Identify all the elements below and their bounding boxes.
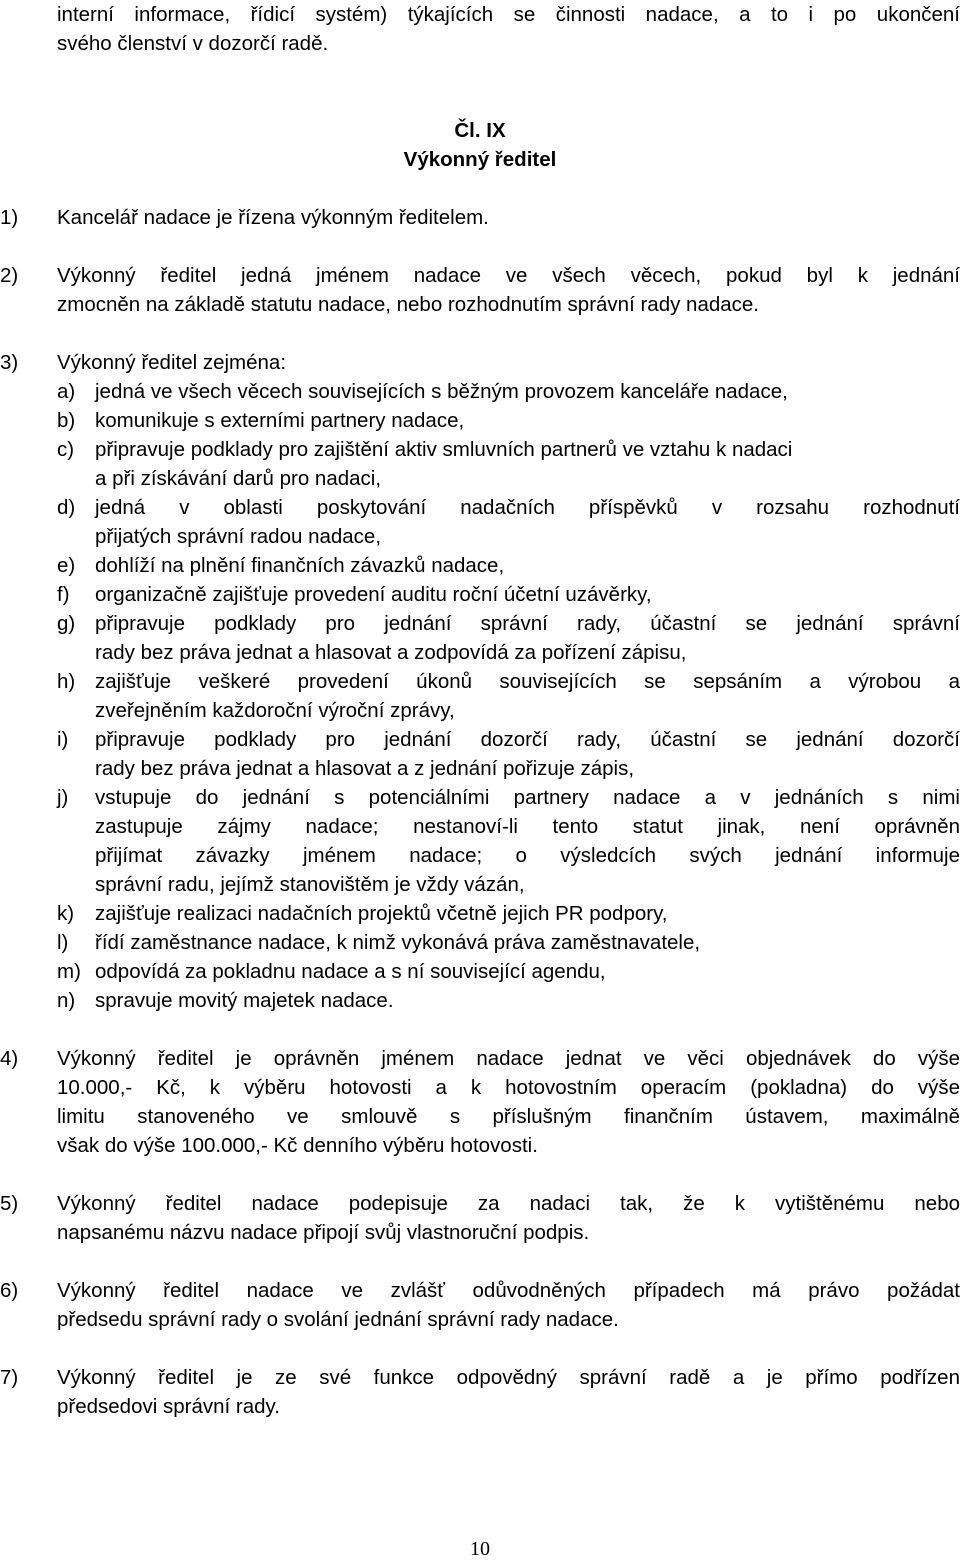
paragraph-3-intro: Výkonný ředitel zejména: [57,351,287,374]
paragraph-6-line-2: předsedu správní rady o svolání jednání správní rady nadace. [57,1308,619,1331]
intro-line-2: svého členství v dozorčí radě. [57,32,329,55]
paragraph-3-number: 3) [0,351,19,374]
item-n-label: n) [57,989,76,1012]
paragraph-1-line-1: Kancelář nadace je řízena výkonným ředitelem. [57,206,489,229]
paragraph-2-line-2: zmocněn na základě statutu nadace, nebo rozhodnutím správní rady nadace. [57,293,760,316]
paragraph-2-line-1: Výkonný ředitel jedná jménem nadace ve všech věcech, pokud byl k jednání [57,264,960,287]
paragraph-4-line-4: však do výše 100.000,- Kč denního výběru hotovosti. [57,1134,538,1157]
item-j-line-3: přijímat závazky jménem nadace; o výsledcích svých jednání informuje [95,844,960,867]
item-e-line-1: dohlíží na plnění finančních závazků nadace, [95,554,505,577]
paragraph-7-line-1: Výkonný ředitel je ze své funkce odpovědný správní radě a je přímo podřízen [57,1366,960,1389]
paragraph-7-line-2: předsedovi správní rady. [57,1395,280,1418]
item-h-label: h) [57,670,76,693]
paragraph-6-line-1: Výkonný ředitel nadace ve zvlášť odůvodněných případech má právo požádat [57,1279,960,1302]
page-number: 10 [470,1538,490,1560]
item-b-label: b) [57,409,76,432]
item-b-line-1: komunikuje s externími partnery nadace, [95,409,465,432]
item-f-label: f) [57,583,70,606]
paragraph-5-line-2: napsanému názvu nadace připojí svůj vlastnoruční podpis. [57,1221,590,1244]
item-c-line-1: připravuje podklady pro zajištění aktiv smluvních partnerů ve vztahu k nadaci [95,438,793,461]
item-i-label: i) [57,728,69,751]
item-j-line-1: vstupuje do jednání s potenciálními partnery nadace a v jednáních s nimi [95,786,960,809]
item-g-line-2: rady bez práva jednat a hlasovat a zodpovídá za pořízení zápisu, [95,641,687,664]
paragraph-5-line-1: Výkonný ředitel nadace podepisuje za nadaci tak, že k vytištěnému nebo [57,1192,960,1215]
item-d-line-1: jedná v oblasti poskytování nadačních příspěvků v rozsahu rozhodnutí [95,496,960,519]
item-g-label: g) [57,612,76,635]
item-i-line-1: připravuje podklady pro jednání dozorčí rady, účastní se jednání dozorčí [95,728,960,751]
paragraph-4-line-2: 10.000,- Kč, k výběru hotovosti a k hotovostním operacím (pokladna) do výše [57,1076,960,1099]
item-k-label: k) [57,902,75,925]
item-j-line-2: zastupuje zájmy nadace; nestanoví-li tento statut jinak, není oprávněn [95,815,960,838]
item-m-label: m) [57,960,81,983]
item-d-label: d) [57,496,76,519]
paragraph-6-number: 6) [0,1279,19,1302]
item-e-label: e) [57,554,76,577]
paragraph-7-number: 7) [0,1366,19,1389]
item-l-line-1: řídí zaměstnance nadace, k nimž vykonává práva zaměstnavatele, [95,931,701,954]
item-c-label: c) [57,438,75,461]
item-g-line-1: připravuje podklady pro jednání správní rady, účastní se jednání správní [95,612,960,635]
item-a-line-1: jedná ve všech věcech souvisejících s běžným provozem kanceláře nadace, [95,380,788,403]
item-h-line-1: zajišťuje veškeré provedení úkonů souvisejících se sepsáním a výrobou a [95,670,960,693]
item-f-line-1: organizačně zajišťuje provedení auditu roční účetní uzávěrky, [95,583,652,606]
article-title: Výkonný ředitel [403,148,557,171]
item-i-line-2: rady bez práva jednat a hlasovat a z jednání pořizuje zápis, [95,757,635,780]
item-k-line-1: zajišťuje realizaci nadačních projektů včetně jejich PR podpory, [95,902,668,925]
item-m-line-1: odpovídá za pokladnu nadace a s ní související agendu, [95,960,606,983]
item-n-line-1: spravuje movitý majetek nadace. [95,989,394,1012]
item-c-line-2: a při získávání darů pro nadaci, [95,467,382,490]
item-l-label: l) [57,931,69,954]
item-a-label: a) [57,380,76,403]
paragraph-1-number: 1) [0,206,19,229]
paragraph-4-number: 4) [0,1047,19,1070]
item-d-line-2: přijatých správní radou nadace, [95,525,382,548]
paragraph-5-number: 5) [0,1192,19,1215]
intro-line-1: interní informace, řídicí systém) týkajících se činnosti nadace, a to i po ukončení [57,3,960,26]
item-j-label: j) [57,786,69,809]
paragraph-4-line-3: limitu stanoveného ve smlouvě s příslušným finančním ústavem, maximálně [57,1105,960,1128]
paragraph-2-number: 2) [0,264,19,287]
item-j-line-4: správní radu, jejímž stanovištěm je vždy vázán, [95,873,525,896]
paragraph-4-line-1: Výkonný ředitel je oprávněn jménem nadace jednat ve věci objednávek do výše [57,1047,960,1070]
article-number: Čl. IX [454,119,506,142]
item-h-line-2: zveřejněním každoroční výroční zprávy, [95,699,455,722]
